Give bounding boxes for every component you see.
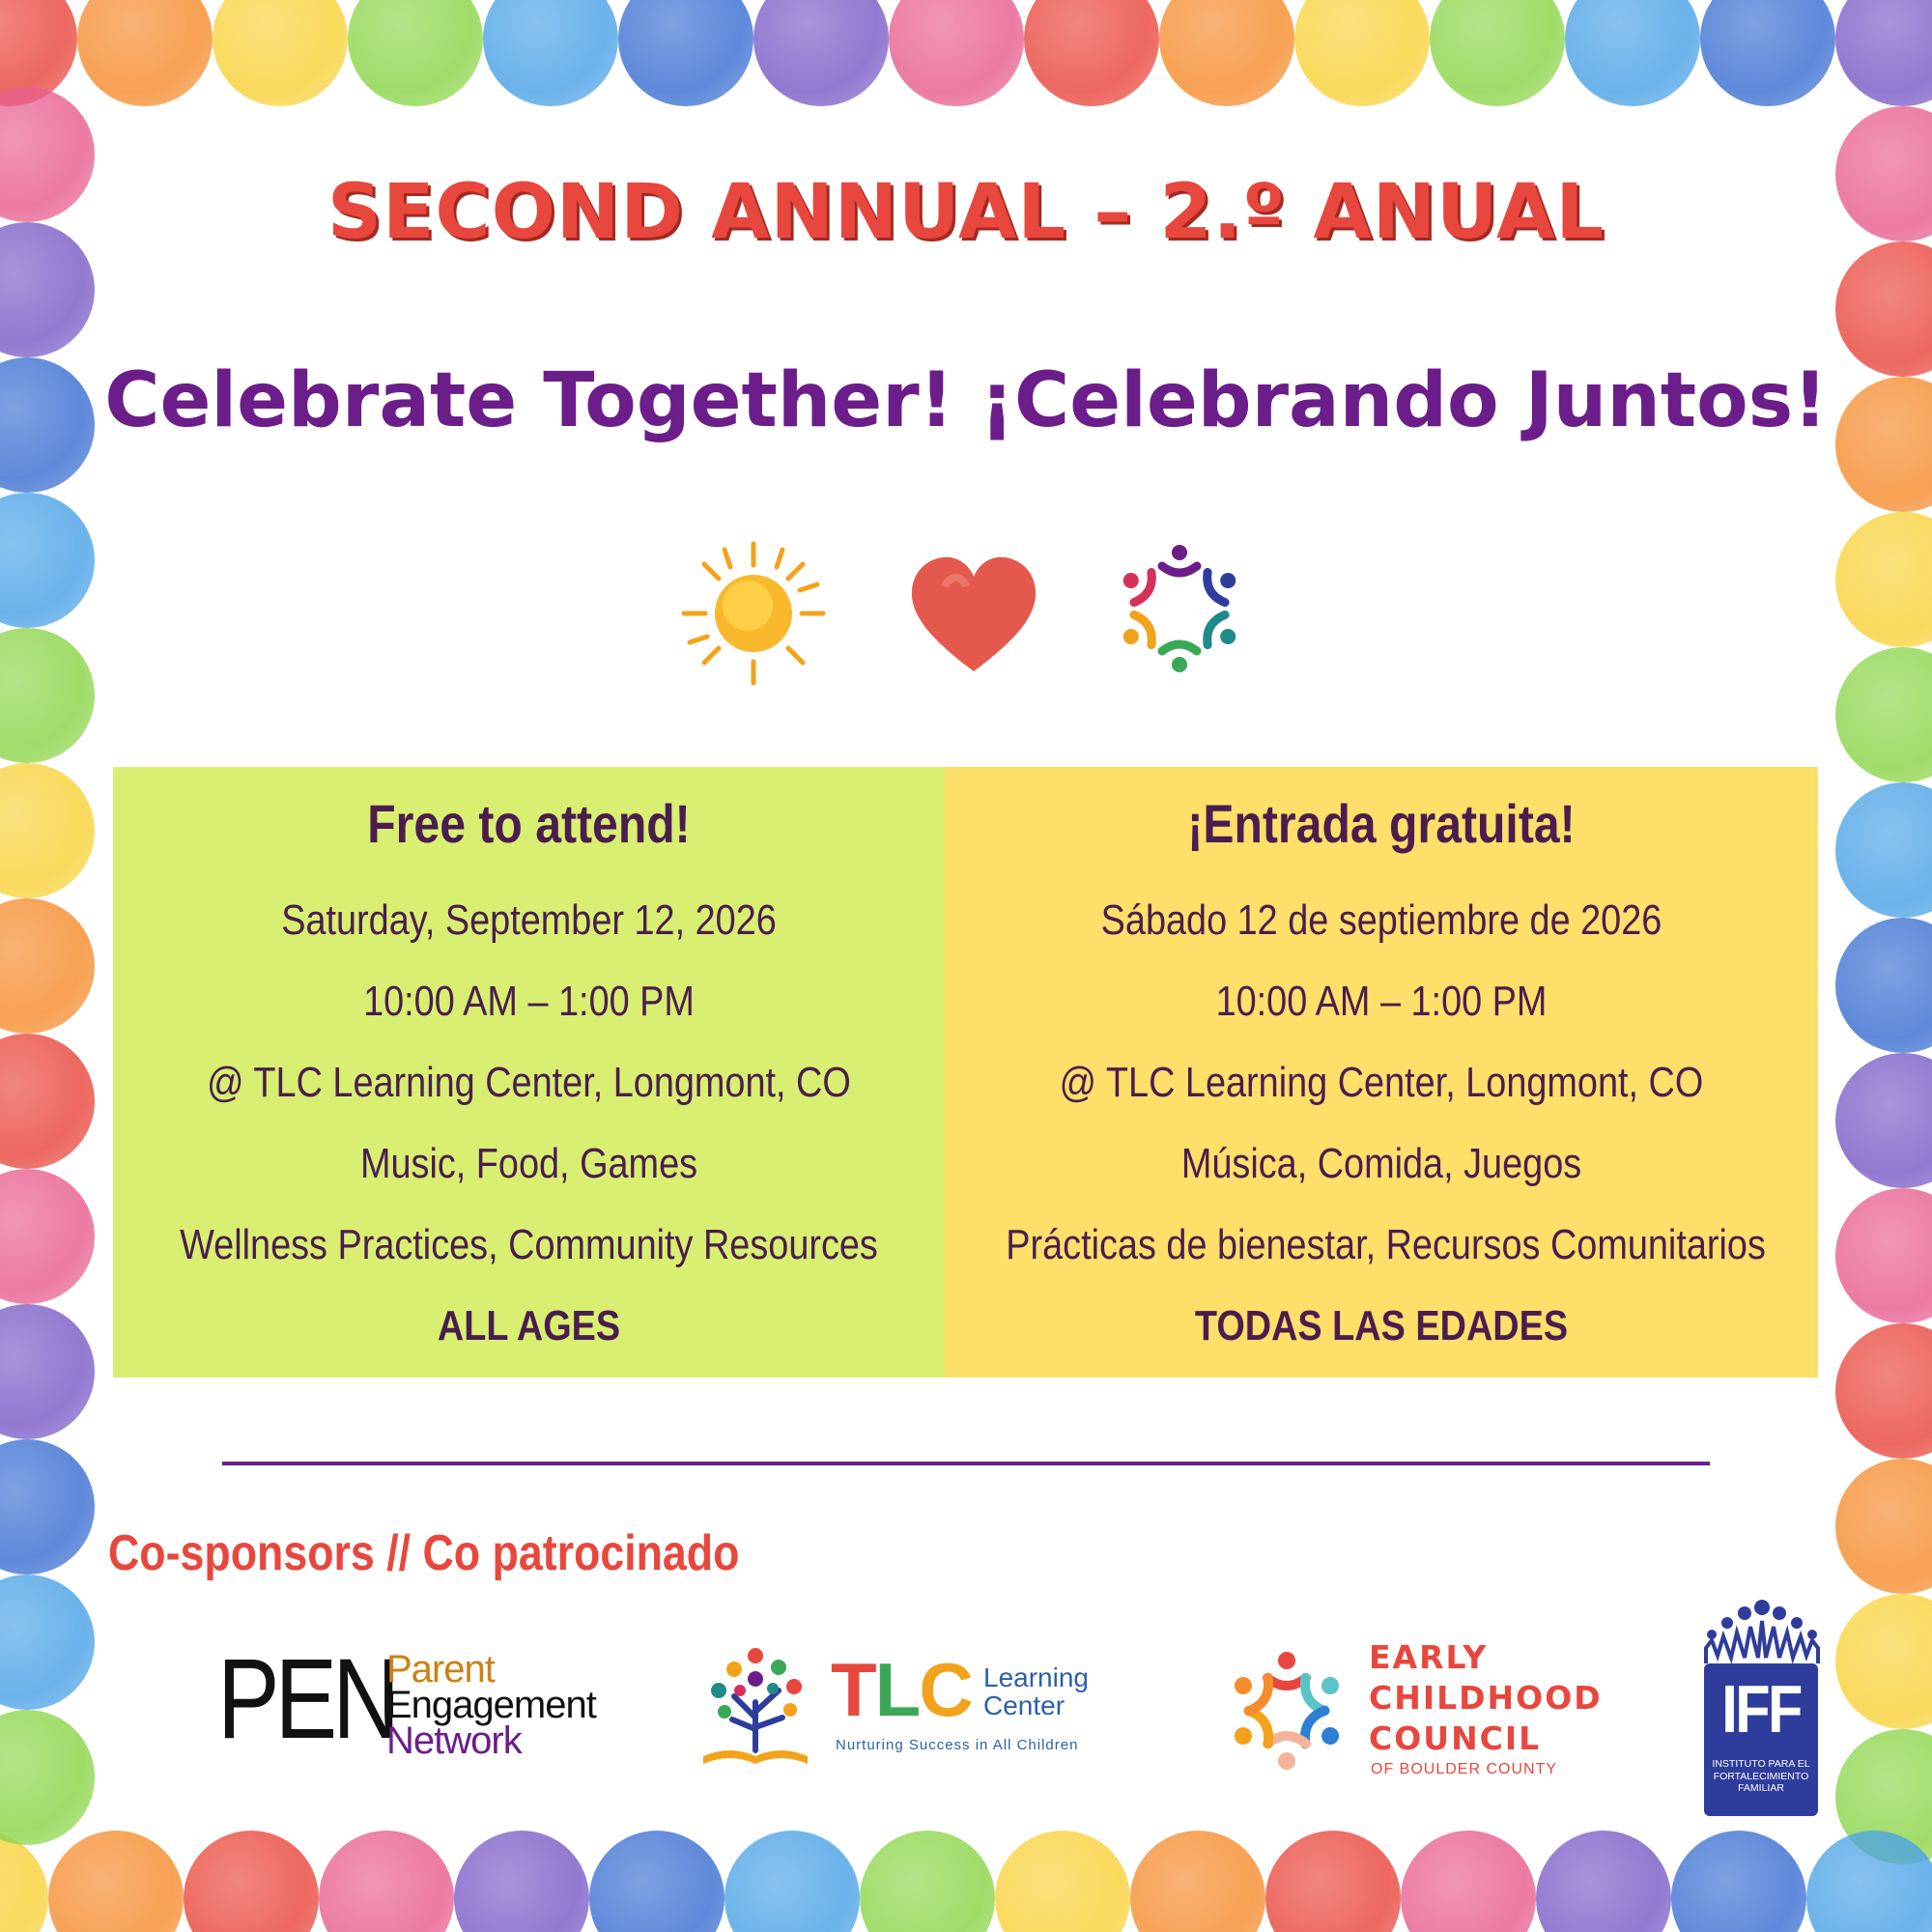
border-dot: [1294, 0, 1430, 106]
border-dot: [348, 0, 483, 106]
border-dot: [0, 898, 95, 1034]
iff-line-2: FORTALECIMIENTO: [1713, 1770, 1809, 1782]
early-childhood-council-logo: [1219, 1635, 1615, 1780]
border-dot: [1835, 1323, 1932, 1459]
event-location: @ TLC Learning Center, Longmont, CO: [207, 1059, 851, 1106]
border-dot: [184, 1831, 319, 1932]
border-dot: [0, 1034, 95, 1169]
community-circle-icon: [1107, 536, 1252, 681]
iff-logo: [1702, 1594, 1822, 1818]
tlc-letter-l: L: [874, 1647, 920, 1732]
border-dot: [483, 0, 618, 106]
free-to-attend-title: Free to attend!: [367, 793, 691, 854]
border-dot: [860, 1831, 995, 1932]
border-dot: [0, 493, 95, 628]
border-dot: [1835, 1053, 1932, 1188]
border-dot: [1835, 512, 1932, 647]
ecc-childhood: CHILDHOOD: [1369, 1679, 1603, 1717]
border-dot: [1835, 782, 1932, 918]
tlc-logo: [696, 1642, 1121, 1777]
border-dot: [1565, 0, 1700, 106]
border-dot: [1265, 1831, 1401, 1932]
border-dot: [0, 1575, 95, 1710]
co-sponsors-label: Co-sponsors // Co patrocinado: [108, 1525, 740, 1581]
evento-extras: Prácticas de bienestar, Recursos Comunitarios: [1006, 1221, 1766, 1268]
tlc-center-word: Center: [983, 1690, 1065, 1721]
english-info-panel: [113, 767, 945, 1378]
border-dot: [1835, 242, 1932, 377]
border-dot: [0, 1169, 95, 1304]
tlc-learning-word: Learning: [983, 1662, 1089, 1692]
border-dot: [0, 628, 95, 763]
second-annual-heading: SECOND ANNUAL – 2.º ANUAL: [327, 169, 1605, 256]
border-dot: [1130, 1831, 1265, 1932]
iff-line-3: FAMILIAR: [1738, 1782, 1784, 1795]
evento-lugar: @ TLC Learning Center, Longmont, CO: [1059, 1059, 1704, 1106]
tlc-letter-t: T: [831, 1647, 875, 1732]
ecc-boulder-county: OF BOULDER COUNTY: [1371, 1761, 1558, 1777]
celebrate-together-title: Celebrate Together! ¡Celebrando Juntos!: [104, 357, 1828, 444]
pen-logo-parent: Parent: [386, 1648, 495, 1690]
tree-book-icon: [696, 1642, 821, 1770]
tlc-letters: [831, 1647, 972, 1732]
iff-letters: IFF: [1721, 1671, 1801, 1747]
heart-icon: [906, 548, 1041, 683]
border-dot: [589, 1831, 724, 1932]
tlc-learning-center: [983, 1663, 1089, 1720]
pen-logo: [217, 1635, 613, 1777]
iff-full-name: [1706, 1758, 1816, 1795]
event-time: 10:00 AM – 1:00 PM: [363, 978, 695, 1025]
border-dot: [1835, 918, 1932, 1053]
evento-actividades: Música, Comida, Juegos: [1180, 1140, 1582, 1187]
border-dot: [0, 1710, 95, 1845]
sun-icon: [676, 536, 831, 691]
border-dot: [454, 1831, 589, 1932]
border-dot: [1806, 1831, 1932, 1932]
tlc-tagline: Nurturing Success in All Children: [836, 1737, 1079, 1753]
event-extras: Wellness Practices, Community Resources: [180, 1221, 878, 1268]
ecc-council: COUNCIL: [1369, 1719, 1542, 1757]
border-dot: [889, 0, 1024, 106]
border-dot: [1401, 1831, 1536, 1932]
spanish-info-panel: [945, 767, 1818, 1378]
border-dot: [1024, 0, 1159, 106]
event-date: Saturday, September 12, 2026: [281, 896, 777, 944]
border-dot: [0, 1831, 48, 1932]
entrada-gratuita-title: ¡Entrada gratuita!: [1187, 793, 1576, 854]
border-dot: [213, 0, 348, 106]
event-ages: ALL AGES: [437, 1302, 621, 1350]
pen-logo-network: Network: [386, 1719, 522, 1762]
pen-logo-letters: PEN: [217, 1635, 396, 1763]
iff-line-1: INSTITUTO PARA EL: [1712, 1758, 1810, 1770]
border-dot: [753, 0, 889, 106]
border-dot: [77, 0, 213, 106]
border-dot: [618, 0, 753, 106]
border-dot: [1671, 1831, 1806, 1932]
section-divider: [222, 1462, 1710, 1465]
ecc-early: EARLY: [1369, 1638, 1489, 1676]
people-row-icon: [1702, 1598, 1822, 1665]
tlc-letter-c: C: [919, 1647, 972, 1732]
evento-hora: 10:00 AM – 1:00 PM: [1215, 978, 1548, 1025]
border-dot: [48, 1831, 184, 1932]
border-dot: [319, 1831, 454, 1932]
border-dot: [1835, 1188, 1932, 1323]
border-dot: [0, 1439, 95, 1575]
border-dot: [1430, 0, 1565, 106]
border-dot: [1835, 647, 1932, 782]
border-dot: [0, 763, 95, 898]
border-dot: [995, 1831, 1130, 1932]
border-dot: [724, 1831, 860, 1932]
border-dot: [1835, 1459, 1932, 1594]
children-circle-icon: [1219, 1643, 1354, 1778]
border-dot: [0, 1304, 95, 1439]
iff-badge: [1704, 1663, 1818, 1816]
decorative-icons-row: [676, 536, 1256, 691]
border-dot: [1536, 1831, 1671, 1932]
border-dot: [1835, 0, 1932, 106]
evento-fecha: Sábado 12 de septiembre de 2026: [1100, 896, 1662, 944]
border-dot: [1835, 1594, 1932, 1729]
event-activities: Music, Food, Games: [359, 1140, 698, 1187]
pen-logo-engagement: Engagement: [386, 1684, 596, 1726]
border-dot: [1159, 0, 1294, 106]
border-dot: [1700, 0, 1835, 106]
evento-edades: TODAS LAS EDADES: [1194, 1302, 1569, 1350]
